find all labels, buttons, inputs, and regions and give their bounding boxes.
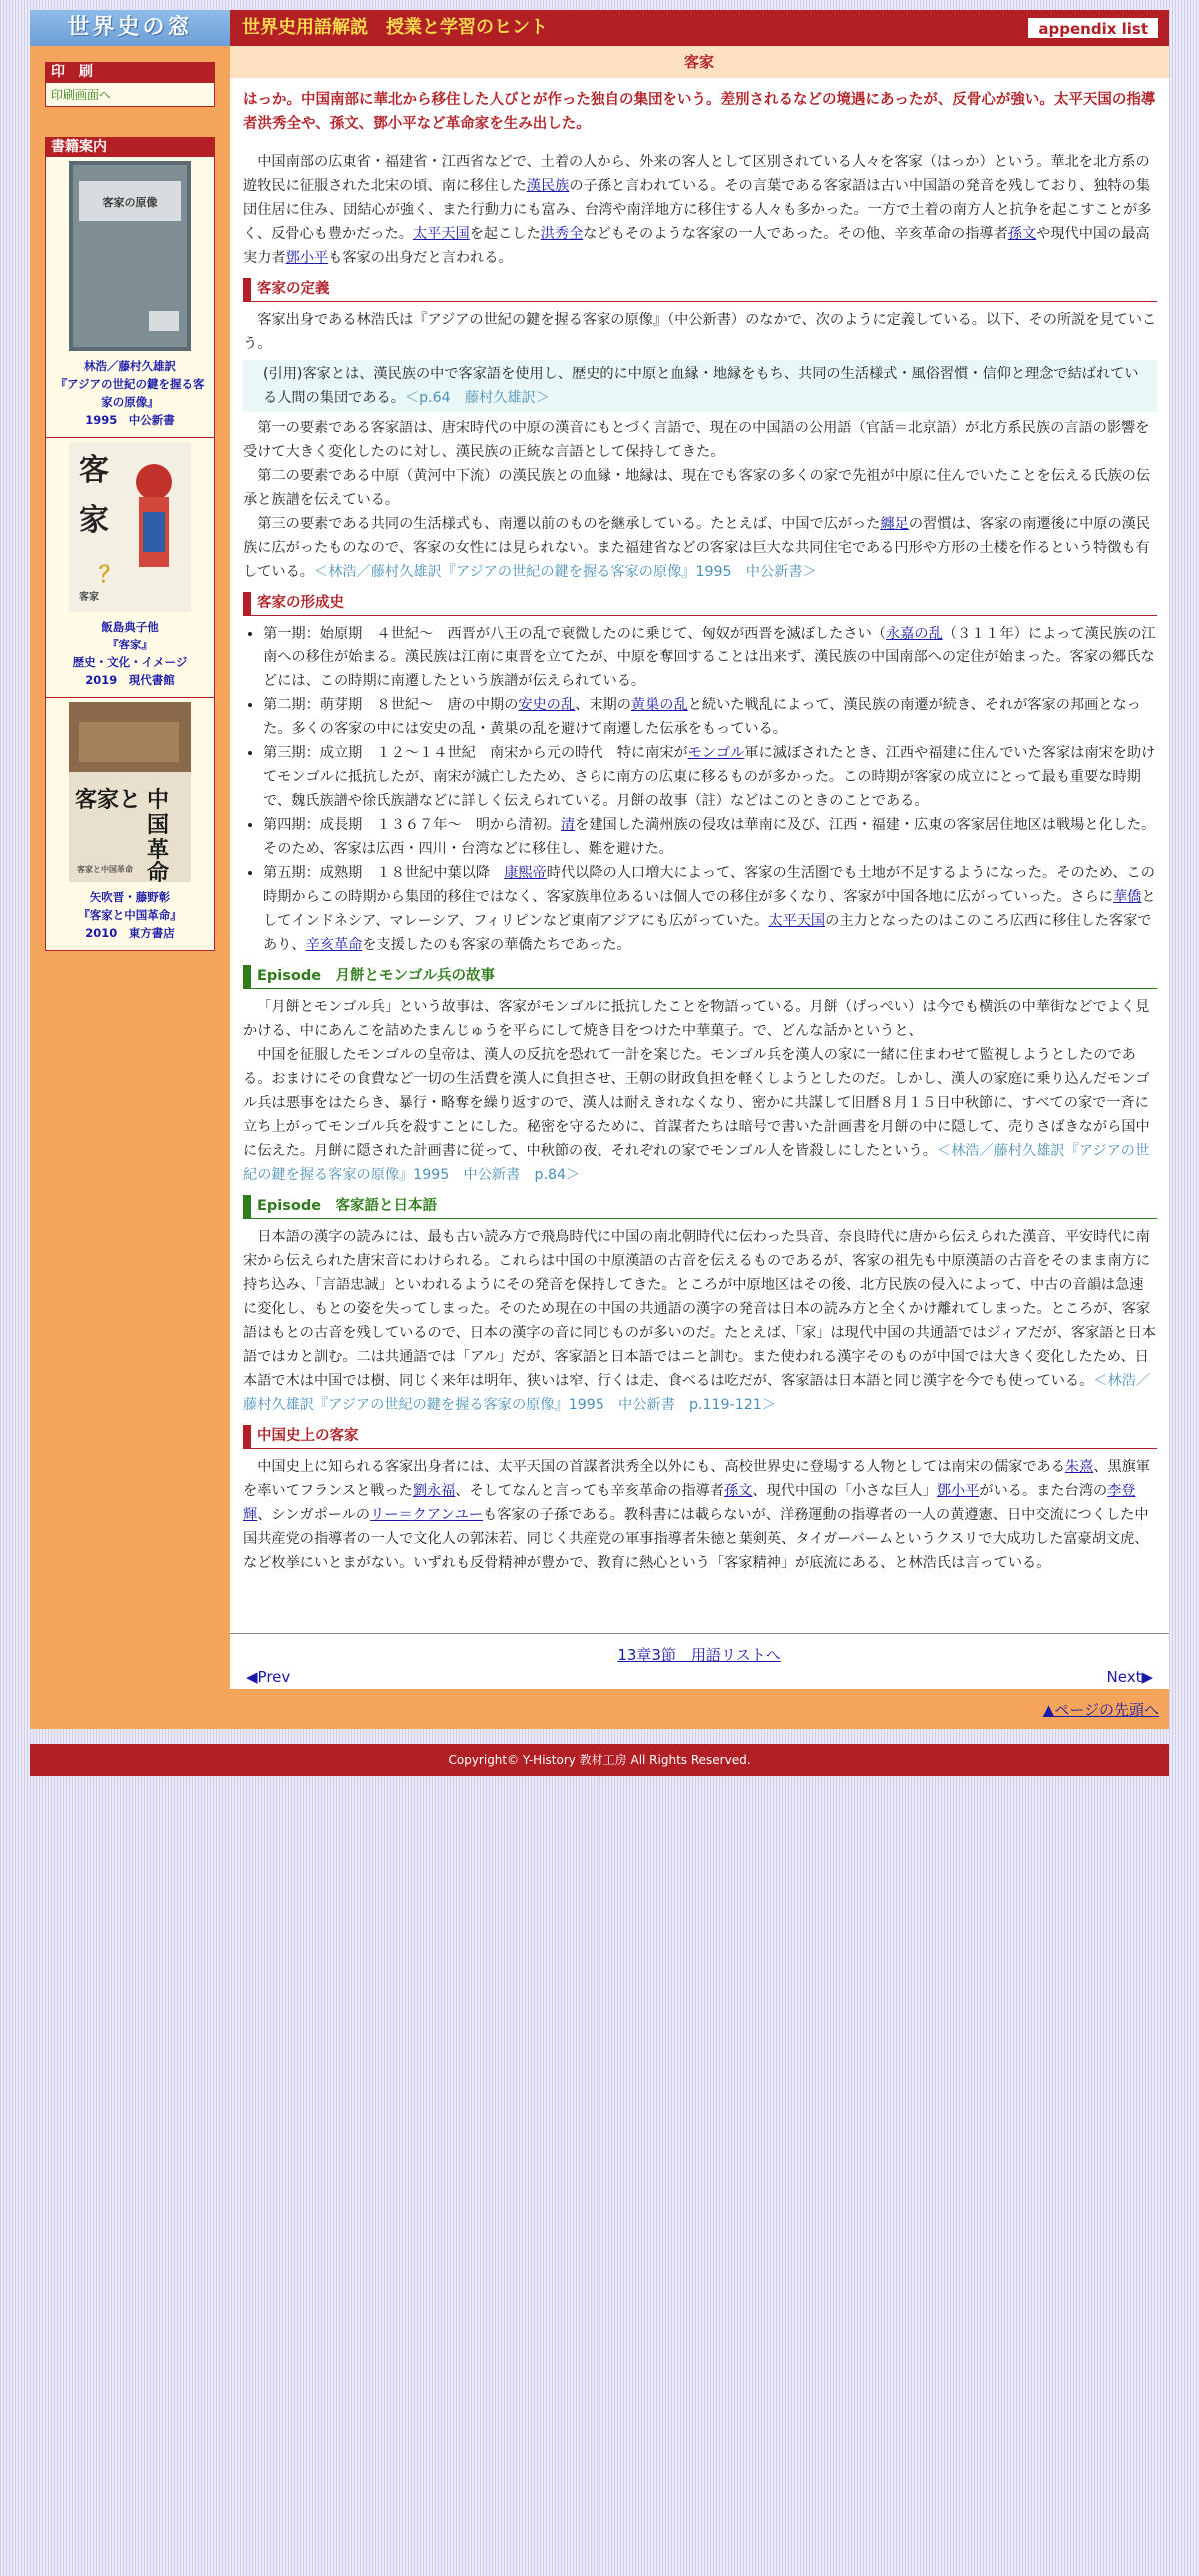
definition-element-3 (243, 512, 1157, 584)
link-モンゴル[interactable]: モンゴル (687, 745, 745, 761)
link-リー＝クアンユー[interactable]: リー＝クアンユー (370, 1507, 484, 1523)
book-1-pub: 1995 中公新書 (85, 413, 175, 427)
text-segment: 第四期：成長期 １３６７年〜 明から清初。 (263, 817, 561, 833)
link-康熙帝[interactable]: 康熙帝 (504, 865, 547, 881)
history-list (243, 622, 1157, 957)
link-鄧小平[interactable]: 鄧小平 (936, 1483, 980, 1499)
intro-paragraph (243, 150, 1157, 270)
text-segment: 、シンガポールの (257, 1507, 371, 1523)
books-heading: 書籍案内 (45, 137, 215, 157)
book-card-2[interactable] (45, 438, 215, 698)
text-segment: の子孫と言われている。その言葉である客家語は古い中国語の発音を残しており、独特の集団住居に住み、団結心が強く、また行動力にも富み、台湾や南洋地方に移住する人々も多かった。一方で土着の南方人と抗争を起こすことが多く、反骨心も豊かだった。 (243, 178, 1152, 242)
link-洪秀全[interactable]: 洪秀全 (540, 226, 584, 242)
appendix-list-button[interactable]: appendix list (1027, 17, 1159, 39)
prev-link[interactable]: ◀Prev (246, 1668, 291, 1686)
episode-language-cite: ＜林浩／藤村久雄訳『アジアの世紀の鍵を握る客家の原像』1995 中公新書 p.119-121＞ (243, 1373, 1151, 1413)
text-segment: を建国した満州族の侵攻は華南に及び、江西・福建・広東の客家居住地区は戦場と化した。そのため、客家は広西・四川・台湾などに移住し、難を避けた。 (263, 817, 1156, 857)
text-segment: としてインドネシア、マレーシア、フィリピンなど東南アジアにも広がっていた。 (263, 889, 1156, 929)
link-太平天国[interactable]: 太平天国 (768, 913, 826, 929)
text-segment: 第五期：成熟期 １８世紀中葉以降 (263, 865, 505, 881)
text-segment: も客家の出身だと言われる。 (328, 250, 513, 266)
text-segment: を起こした (469, 226, 541, 242)
term-heading: 客家 (230, 46, 1169, 78)
episode-mooncake-p2 (243, 1043, 1157, 1187)
book-3-title: 『客家と中国革命』 (78, 908, 182, 922)
book-2-sub: 歴史・文化・イメージ (72, 655, 188, 669)
link-朱熹[interactable]: 朱熹 (1064, 1459, 1094, 1475)
text-segment: などもそのような客家の一人であった。その他、辛亥革命の指導者 (583, 226, 1008, 242)
famous-paragraph (243, 1455, 1157, 1575)
text-segment: （３１１年）によって漢民族の江南への移住が始まる。漢民族は江南に東晋を立てたが、中原を奪回することは出来ず、漢民族の中国南部への定住が始まった。客家の郷氏などには、この時期に南遷したという族譜が伝えられている。 (263, 626, 1156, 689)
link-華僑[interactable]: 華僑 (1112, 889, 1142, 905)
text-segment: 、末期の (575, 697, 631, 713)
section-heading-definition: 客家の定義 (243, 278, 1157, 302)
site-logo[interactable]: 世界史の窓 (30, 10, 230, 46)
section-heading-history: 客家の形成史 (243, 592, 1157, 616)
link-孫文[interactable]: 孫文 (723, 1483, 753, 1499)
episode-mooncake-cite: ＜林浩／藤村久雄訳『アジアの世紀の鍵を握る客家の原像』1995 中公新書 p.84＞ (243, 1143, 1150, 1183)
link-太平天国[interactable]: 太平天国 (412, 226, 470, 242)
print-link[interactable]: 印刷画面へ (45, 82, 215, 107)
svg-text:中: 中 (147, 787, 170, 813)
link-footbinding[interactable]: 纏足 (880, 516, 909, 532)
episode-language-p1 (243, 1225, 1157, 1417)
term-list-link[interactable]: 13章3節 用語リストへ (617, 1646, 781, 1664)
text-segment: がいる。また台湾の (979, 1483, 1108, 1499)
definition-intro: 客家出身である林浩氏は『アジアの世紀の鍵を握る客家の原像』（中公新書）のなかで、次のように定義している。以下、その所説を見ていこう。 (243, 312, 1157, 352)
text-segment: や現代中国の最高実力者 (243, 226, 1150, 266)
text-segment: 第二期：萌芽期 ８世紀〜 唐の中期の (263, 697, 519, 713)
book-cover-1-text: 客家の原像 (102, 196, 158, 209)
book-cover-2-text: 客家 (79, 592, 99, 603)
print-heading: 印 刷 (45, 62, 215, 82)
svg-text:客家と: 客家と (75, 787, 142, 813)
definition-quote-text: (引用)客家とは、漢民族の中で客家語を使用し、歴史的に中原と血縁・地縁をもち、共同の生活様式・風俗習慣・信仰と理念で結ばれている人間の集団である。 (263, 366, 1139, 406)
svg-text:客: 客 (79, 453, 109, 488)
book-cover-3[interactable] (69, 702, 191, 882)
svg-text:国: 国 (147, 812, 170, 838)
text-segment: 第一期：始原期 ４世紀〜 西晋が八王の乱で衰微したのに乗じて、匈奴が西晋を滅ぼしたさい（ (263, 626, 886, 642)
episode-heading-language: Episode 客家語と日本語 (243, 1195, 1157, 1219)
book-cover-1[interactable] (69, 161, 191, 351)
header-title-text: 世界史用語解説 授業と学習のヒント (242, 17, 548, 38)
book-3-author: 矢吹晋・藤野彰 (89, 890, 171, 904)
book-card-1[interactable] (45, 157, 215, 438)
definition-element-3-a: 第三の要素である共同の生活様式も、南遷以前のものを継承している。たとえば、中国で広がった (257, 516, 881, 532)
text-segment: 中国史上に知られる客家出身者には、太平天国の首謀者洪秀全以外にも、高校世界史に登場する人物としては南宋の儒家である (257, 1459, 1065, 1475)
history-item-5 (263, 861, 1157, 957)
episode-mooncake-p2-text: 中国を征服したモンゴルの皇帝は、漢人の反抗を恐れて一計を案じた。モンゴル兵を漢人の家に一緒に住まわせて監視しようとしたのである。おまけにその食費など一切の生活費を漢人に負担させ、王朝の財政負担を軽くしようとしたのだ。しかし、漢人の家庭に乗り込んだモンゴル兵は悪事をはたらき、暴行・略奪を繰り返すので、漢人は耐えきれなくなり、密かに共謀して旧暦８月１５日中秋節に、すべての家で一斉に立ち上がってモンゴル兵を殺すことにした。秘密を守るために、首謀者たちは暗号で書いた計画書を月餅の中に隠して、売りさばきながら国中に伝えた。月餅に隠された計画書に従って、中秋節の夜、それぞれの家でモンゴル人を皆殺しにしたという。 (243, 1047, 1150, 1159)
header-title (230, 10, 1169, 46)
text-segment: 軍に滅ぼされたとき、江西や福建に住んでいた客家は南宋を助けてモンゴルに抵抗したが、南宋が滅亡したため、さらに南方の広東に移るものが多かった。この時期が客家の成立にとって最も重要な時期で、魏氏族譜や徐氏族譜などに詳しく伝えられている。月餅の故事（註）などはこのときのことである。 (263, 745, 1156, 809)
text-segment: 時代以降の人口増大によって、客家の生活圏でも土地が不足するようになった。そのため、この時期からこの時期から集団的移住ではなく、客家族単位あるいは個人での移住が多くなり、客家が中国各地に広がっていった。さらに (263, 865, 1155, 905)
history-item-3 (263, 741, 1157, 813)
definition-quote (243, 360, 1157, 412)
text-segment: も客家の子孫である。教科書には載らないが、洋務運動の指導者の一人の黄遵憲、日中交流につくした中国共産党の指導者の一人で文化人の郭沫若、同じく共産党の軍事指導者朱徳と葉剣英、タイガーバームというクスリで大成功した富豪胡文虎、など枚挙にいとまがない。いずれも反骨精神が豊かで、教育に熱心という「客家精神」が底流にある、と林浩氏は言っている。 (243, 1507, 1149, 1571)
definition-element-2: 第二の要素である中原（黄河中下流）の漢民族との血縁・地縁は、現在でも客家の多くの家で先祖が中原に住んでいたことを伝える氏族の伝承と族譜を伝えている。 (243, 468, 1151, 508)
book-2-author: 飯島典子他 (101, 620, 159, 634)
link-辛亥革命[interactable]: 辛亥革命 (305, 937, 363, 953)
back-to-top-link[interactable]: ▲ページの先頭へ (1042, 1701, 1159, 1719)
text-segment: を支援したのも客家の華僑たちであった。 (362, 937, 631, 953)
top-bar (30, 10, 1169, 46)
text-segment: と続いた戦乱によって、漢民族の南遷が続き、それが客家の邦画となった。多くの客家の中には安史の乱・黄巣の乱を避けて南遷した伝承をもっている。 (263, 697, 1141, 737)
svg-text:？: ？ (99, 563, 122, 588)
text-segment: 第三期：成立期 １２〜１４世紀 南宋から元の時代 特に南宋が (263, 745, 688, 761)
link-安史の乱[interactable]: 安史の乱 (518, 697, 576, 713)
text-segment: 、そしてなんと言っても辛亥革命の指導者 (455, 1483, 724, 1499)
history-item-4 (263, 813, 1157, 861)
book-2-pub: 2019 現代書館 (85, 673, 175, 687)
link-李登輝[interactable]: 李登輝 (243, 1483, 1136, 1523)
section-heading-famous: 中国史上の客家 (243, 1425, 1157, 1449)
link-永嘉の乱[interactable]: 永嘉の乱 (885, 626, 943, 642)
text-segment: 、黒旗軍を率いてフランスと戦った (243, 1459, 1151, 1499)
text-segment: の主力となったのはこのころ広西に移住した客家であり、 (263, 913, 1152, 953)
definition-element-1: 第一の要素である客家語は、唐宋時代の中原の漢音にもとづく言語で、現在の中国語の公用語（官話＝北京語）が北方系民族の言語の影響を受けて大きく変化したのに対し、漢民族の正統な言語として保持してきた。 (243, 420, 1150, 460)
link-鄧小平[interactable]: 鄧小平 (285, 250, 329, 266)
definition-quote-cite: ＜p.64 藤村久雄訳＞ (404, 390, 550, 406)
sidebar (45, 62, 215, 951)
link-清[interactable]: 清 (560, 817, 576, 833)
text-segment: 中国南部の広東省・福建省・江西省などで、土着の人から、外来の客人として区別されている人々を客家（はっか）という。華北を北方系の遊牧民に征服された北宋の頃、南に移住した (243, 154, 1150, 194)
svg-text:家: 家 (79, 503, 109, 538)
lead-summary: はっか。中国南部に華北から移住した人びとが作った独自の集団をいう。差別されるなどの境遇にあったが、反骨心が強い。太平天国の指導者洪秀全や、孫文、鄧小平など革命家を生み出した。 (243, 92, 1156, 132)
episode-mooncake-p1: 「月餅とモンゴル兵」という故事は、客家がモンゴルに抵抗したことを物語っている。月餅（げっぺい）は今でも横浜の中華街などでよく見かける、中にあんこを詰めたまんじゅうを平らにして焼き目をつけた中華菓子。で、どんな話かというと、 (243, 999, 1150, 1039)
footer (30, 1744, 1169, 1776)
book-1-title: 『アジアの世紀の鍵を握る客家の原像』 (55, 377, 205, 409)
episode-heading-mooncake: Episode 月餅とモンゴル兵の故事 (243, 965, 1157, 989)
copyright-text: Copyright© Y-History 教材工房 All Rights Reserved. (448, 1753, 751, 1767)
text-segment: 、現代中国の「小さな巨人」 (752, 1483, 937, 1499)
history-item-2 (263, 693, 1157, 741)
link-漢民族[interactable]: 漢民族 (526, 178, 570, 194)
page-frame (30, 10, 1169, 1729)
book-card-3[interactable] (45, 698, 215, 951)
definition-element-3-cite: ＜林浩／藤村久雄訳『アジアの世紀の鍵を握る客家の原像』1995 中公新書＞ (313, 564, 817, 580)
book-1-author: 林浩／藤村久雄訳 (84, 359, 176, 373)
link-黄巣の乱[interactable]: 黄巣の乱 (630, 697, 688, 713)
episode-language-text: 日本語の漢字の読みには、最も古い読み方で飛鳥時代に中国の南北朝時代に伝わった呉音、奈良時代に唐から伝えられた漢音、平安時代に南宋から伝えられた唐宋音にわけられる。これらは中国の中原漢語の古音を伝えるものであるが、客家の祖先も中原漢語の古音をそのまま南方に持ち込み、「言語忠誠」といわれるようにその発音を保持してきた。ところが中原地区はその後、北方民族の侵入によって、中古の音韻は急速に変化し、もとの姿を失ってしまった。そのため現在の中国の共通語の漢字の発音は日本の読み方と全くかけ離れてしまった。ところが、客家語はもとの古音を残しているので、日本の漢字の音に同じものが多いのだ。たとえば、「家」は現代中国の共通語ではジィアだが、客家語と日本語ではカと訓む。二は共通語では「アル」だが、客家語と日本語ではニと訓む。また使われる漢字そのものが中国では大きく変化したため、日本語で木は中国では樹、同じく来年は明年、狭いは窄、行くは走、食べるは吃だが、客家語は日本語と同じ漢字を今でも使っている。 (243, 1229, 1156, 1389)
link-孫文[interactable]: 孫文 (1007, 226, 1037, 242)
pager (230, 1633, 1169, 1686)
book-2-title: 『客家』 (107, 638, 153, 651)
svg-text:革: 革 (147, 837, 170, 863)
main-content (230, 46, 1169, 1689)
book-cover-2[interactable] (69, 442, 191, 612)
next-link[interactable]: Next▶ (1106, 1668, 1153, 1686)
book-3-pub: 2010 東方書店 (85, 926, 175, 940)
svg-text:命: 命 (147, 860, 170, 882)
article-body (230, 78, 1169, 1575)
link-劉永福[interactable]: 劉永福 (412, 1483, 456, 1499)
history-item-1 (263, 622, 1157, 693)
book-cover-3-text: 客家と中国革命 (77, 865, 133, 874)
definition-element-3-b: の習慣は、客家の南遷後に中原の漢民族に広がったものなので、客家の女性には見られない。また福建省などの客家は巨大な共同住宅である円形や方形の土楼を作るという特徴も有している。 (243, 516, 1151, 580)
